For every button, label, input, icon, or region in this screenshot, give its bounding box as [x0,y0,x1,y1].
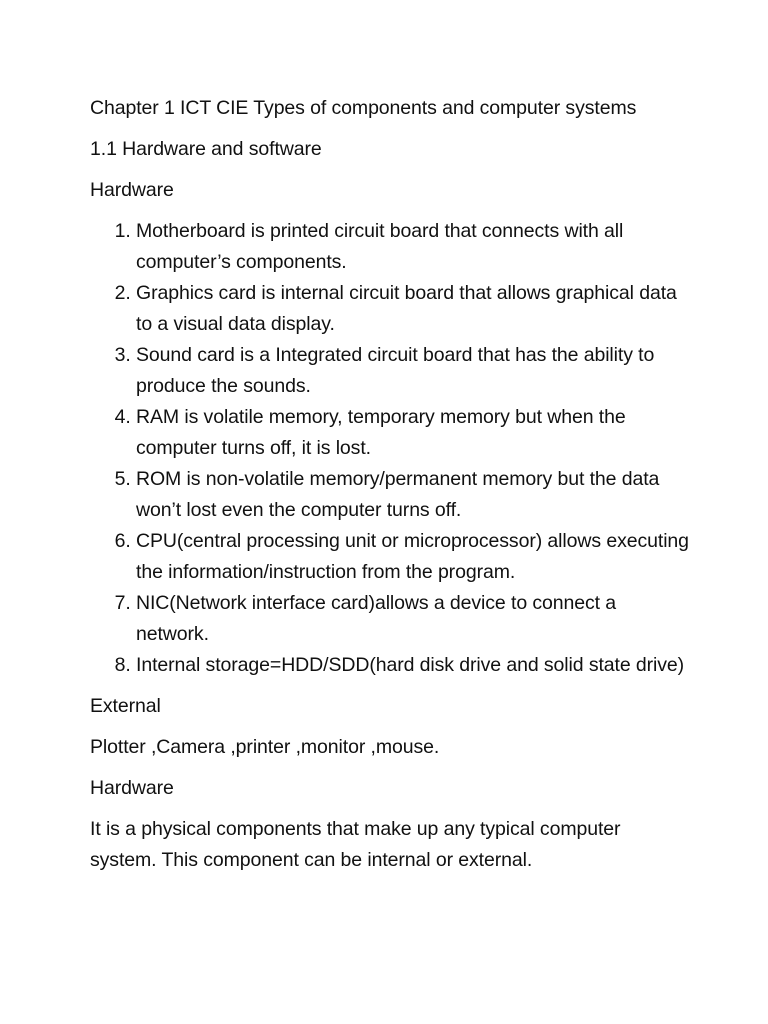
external-devices-text: Plotter ,Camera ,printer ,monitor ,mouse. [90,736,440,758]
list-item: 7. NIC(Network interface card)allows a device to connect a network. [136,588,690,650]
list-item: 6. CPU(central processing unit or microprocessor) allows executing the information/instruction from the program. [136,526,690,588]
external-heading: External [90,695,161,717]
document-body [90,93,690,886]
list-item: 5. ROM is non-volatile memory/permanent memory but the data won’t lost even the computer turns off. [136,464,690,526]
list-item: 8. Internal storage=HDD/SDD(hard disk drive and solid state drive) [136,650,690,681]
hardware-heading-2: Hardware [90,777,174,799]
hardware-list [90,216,690,681]
section-heading: 1.1 Hardware and software [90,138,322,160]
hardware-heading: Hardware [90,179,174,201]
list-item: 2. Graphics card is internal circuit board that allows graphical data to a visual data display. [136,278,690,340]
hardware-definition: It is a physical components that make up any typical computer system. This component can be internal or external. [90,818,621,871]
list-item: 3. Sound card is a Integrated circuit board that has the ability to produce the sounds. [136,340,690,402]
list-item: 1. Motherboard is printed circuit board that connects with all computer’s components. [136,216,690,278]
list-item: 4. RAM is volatile memory, temporary memory but when the computer turns off, it is lost. [136,402,690,464]
chapter-title: Chapter 1 ICT CIE Types of components and computer systems [90,97,637,119]
